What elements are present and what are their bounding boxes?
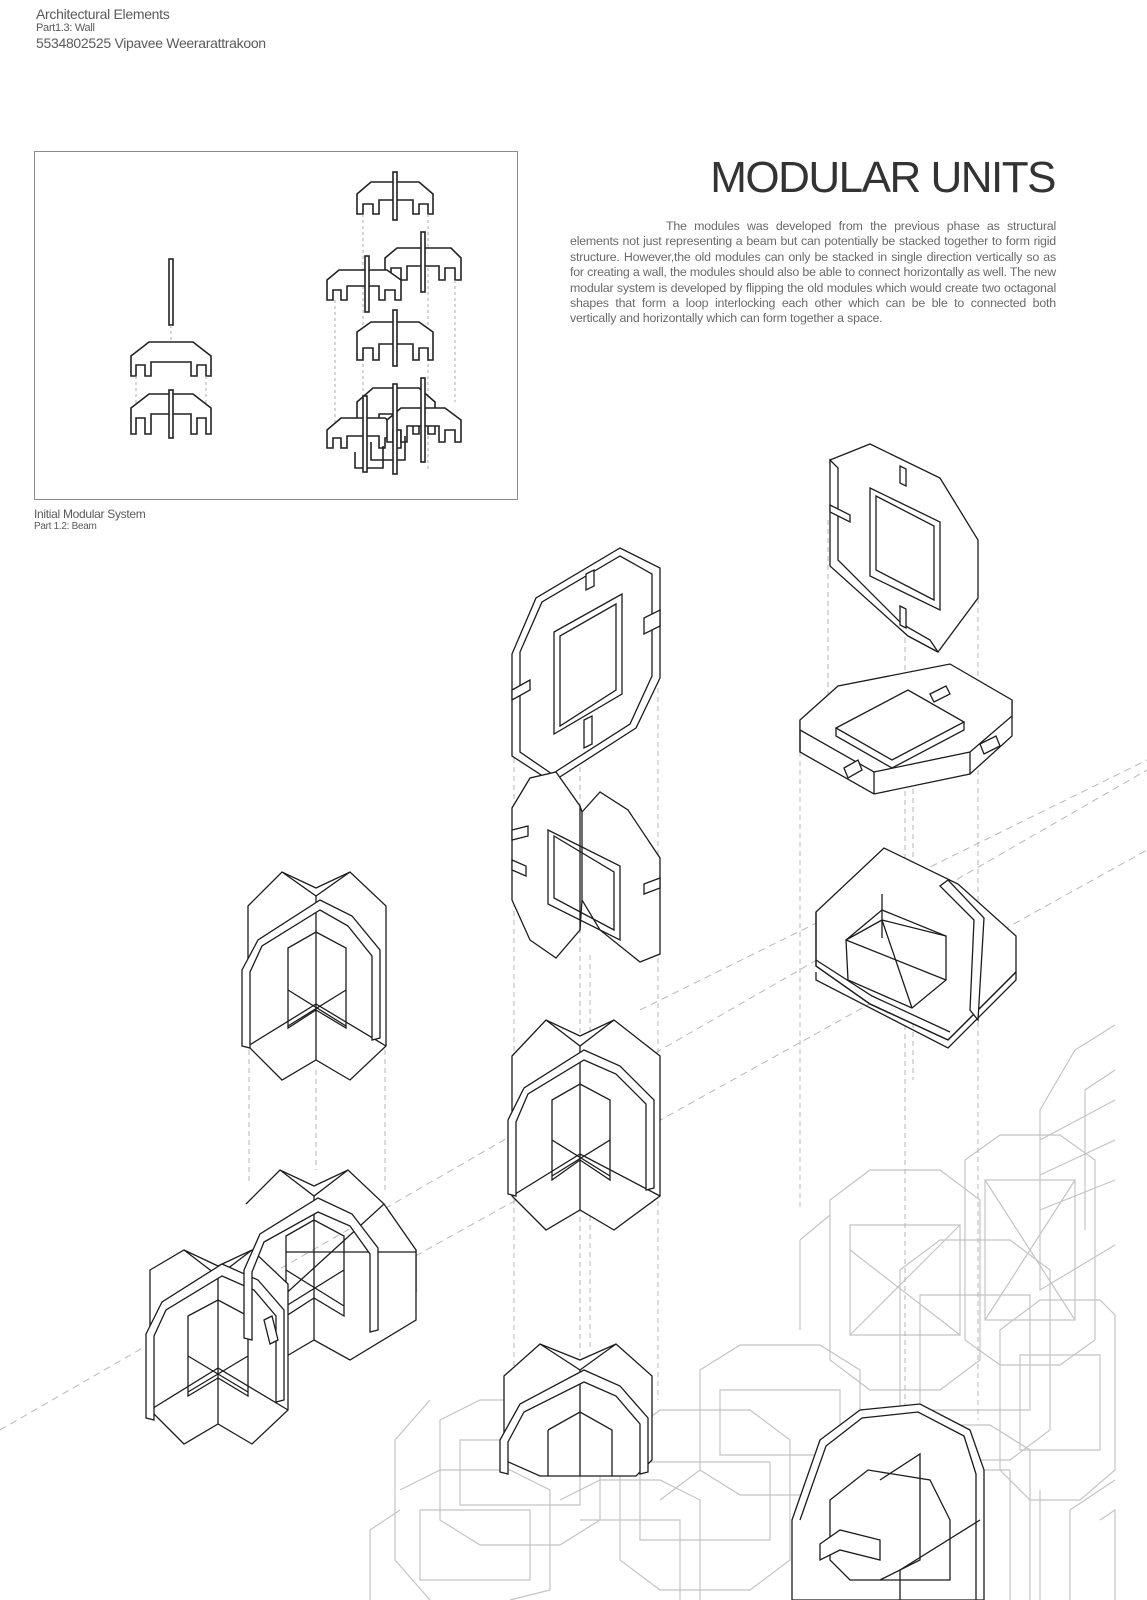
module-g-interlocked bbox=[508, 1020, 660, 1230]
student-label: 5534802525 Vipavee Weerarattrakoon bbox=[36, 35, 266, 51]
module-c-box bbox=[816, 848, 1016, 1048]
course-name: Architectural Elements bbox=[36, 6, 170, 22]
module-a-octagon bbox=[830, 444, 978, 652]
inset-caption-sub: Part 1.2: Beam bbox=[34, 521, 97, 532]
part-label: Part1.3: Wall bbox=[36, 22, 95, 34]
module-f-interlocked bbox=[242, 872, 386, 1080]
background-lattice bbox=[370, 1025, 1115, 1600]
module-e-split-octagon bbox=[512, 772, 660, 962]
page-title: MODULAR UNITS bbox=[710, 153, 1055, 202]
module-d-octagon bbox=[512, 548, 660, 782]
description-paragraph: The modules was developed from the previous phase as structural elements not just representing a beam but can potentially be stacked together to form rigid structure. However,the old modules can only be stacked in single direction vertically so as for creating a wall, the modules should also be able to connect horizontally as well. The new modular system is developed by flipping the old modules which would create two octagonal shapes that form a loop interlocking each other which can be ble to connected both vertically and horizontally which can form together a space. bbox=[570, 219, 1056, 326]
module-i-partial bbox=[500, 1344, 652, 1476]
module-j-bold-unit bbox=[792, 1404, 984, 1600]
inset-caption-title: Initial Modular System bbox=[34, 507, 146, 521]
module-b-flat-ring bbox=[800, 664, 1012, 794]
module-h-cluster bbox=[146, 1170, 416, 1444]
